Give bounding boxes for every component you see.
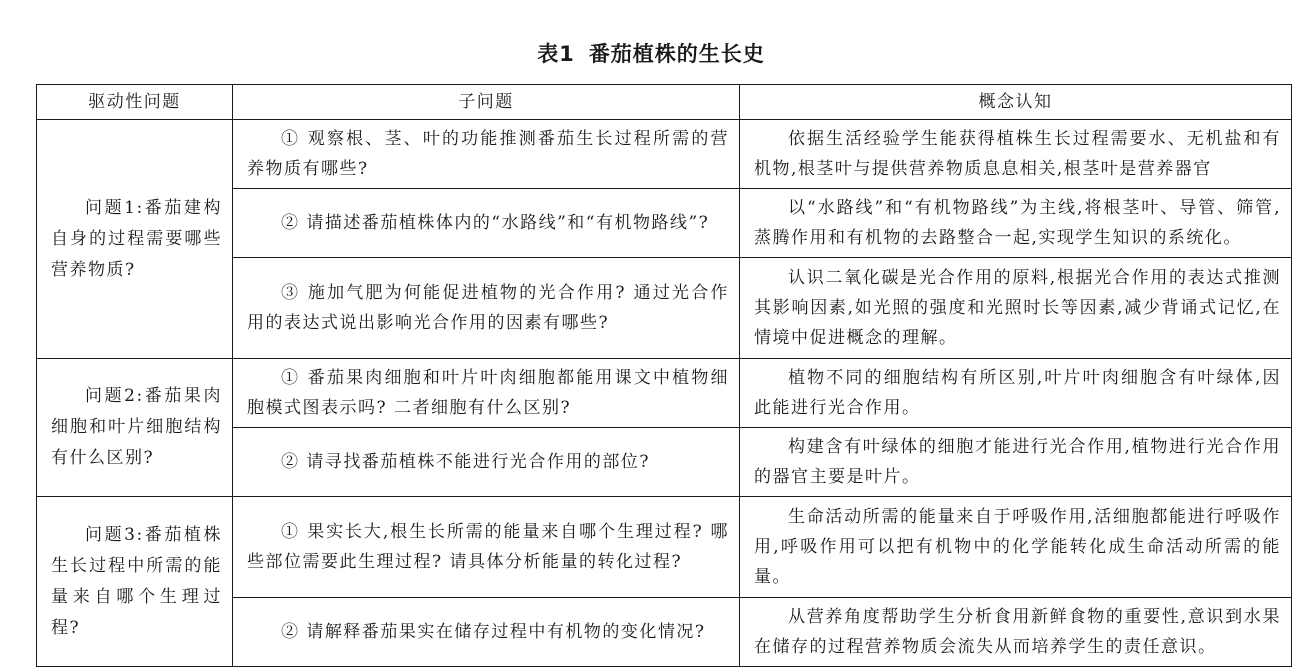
concept-2-1: 植物不同的细胞结构有所区别,叶片叶肉细胞含有叶绿体,因此能进行光合作用。: [740, 359, 1292, 428]
concept-1-3: 认识二氧化碳是光合作用的原料,根据光合作用的表达式推测其影响因素,如光照的强度和光照时长等因素,减少背诵式记忆,在情境中促进概念的理解。: [740, 258, 1292, 359]
driving-question-2: 问题2:番茄果肉细胞和叶片细胞结构有什么区别?: [37, 359, 233, 497]
table-title-text: 番茄植株的生长史: [588, 42, 765, 66]
table-row: [37, 120, 1292, 189]
header-driving-question: 驱动性问题: [37, 85, 233, 120]
table-row: [37, 497, 1292, 598]
concept-3-1: 生命活动所需的能量来自于呼吸作用,活细胞都能进行呼吸作用,呼吸作用可以把有机物中的化学能转化成生命活动所需的能量。: [740, 497, 1292, 598]
header-sub-question: 子问题: [233, 85, 740, 120]
table-row: [37, 359, 1292, 428]
sub-question-1-2: ② 请描述番茄植株体内的“水路线”和“有机物路线”?: [233, 189, 740, 258]
sub-question-2-2: ② 请寻找番茄植株不能进行光合作用的部位?: [233, 428, 740, 497]
growth-history-table: [36, 84, 1292, 667]
sub-question-3-1: ① 果实长大,根生长所需的能量来自哪个生理过程? 哪些部位需要此生理过程? 请具体分析能量的转化过程?: [233, 497, 740, 598]
sub-question-3-2: ② 请解释番茄果实在储存过程中有机物的变化情况?: [233, 598, 740, 667]
driving-question-3: 问题3:番茄植株生长过程中所需的能量来自哪个生理过程?: [37, 497, 233, 667]
concept-3-2: 从营养角度帮助学生分析食用新鲜食物的重要性,意识到水果在储存的过程营养物质会流失从而培养学生的责任意识。: [740, 598, 1292, 667]
driving-question-1: 问题1:番茄建构自身的过程需要哪些营养物质?: [37, 120, 233, 359]
sub-question-1-3: ③ 施加气肥为何能促进植物的光合作用? 通过光合作用的表达式说出影响光合作用的因素有哪些?: [233, 258, 740, 359]
concept-1-1: 依据生活经验学生能获得植株生长过程需要水、无机盐和有机物,根茎叶与提供营养物质息息相关,根茎叶是营养器官: [740, 120, 1292, 189]
concept-1-2: 以“水路线”和“有机物路线”为主线,将根茎叶、导管、筛管,蒸腾作用和有机物的去路整合一起,实现学生知识的系统化。: [740, 189, 1292, 258]
concept-2-2: 构建含有叶绿体的细胞才能进行光合作用,植物进行光合作用的器官主要是叶片。: [740, 428, 1292, 497]
sub-question-2-1: ① 番茄果肉细胞和叶片叶肉细胞都能用课文中植物细胞模式图表示吗? 二者细胞有什么区别?: [233, 359, 740, 428]
sub-question-1-1: ① 观察根、茎、叶的功能推测番茄生长过程所需的营养物质有哪些?: [233, 120, 740, 189]
table-title: [0, 38, 1300, 68]
header-concept: 概念认知: [740, 85, 1292, 120]
table-number: 表1: [537, 42, 575, 66]
header-row: [37, 85, 1292, 120]
